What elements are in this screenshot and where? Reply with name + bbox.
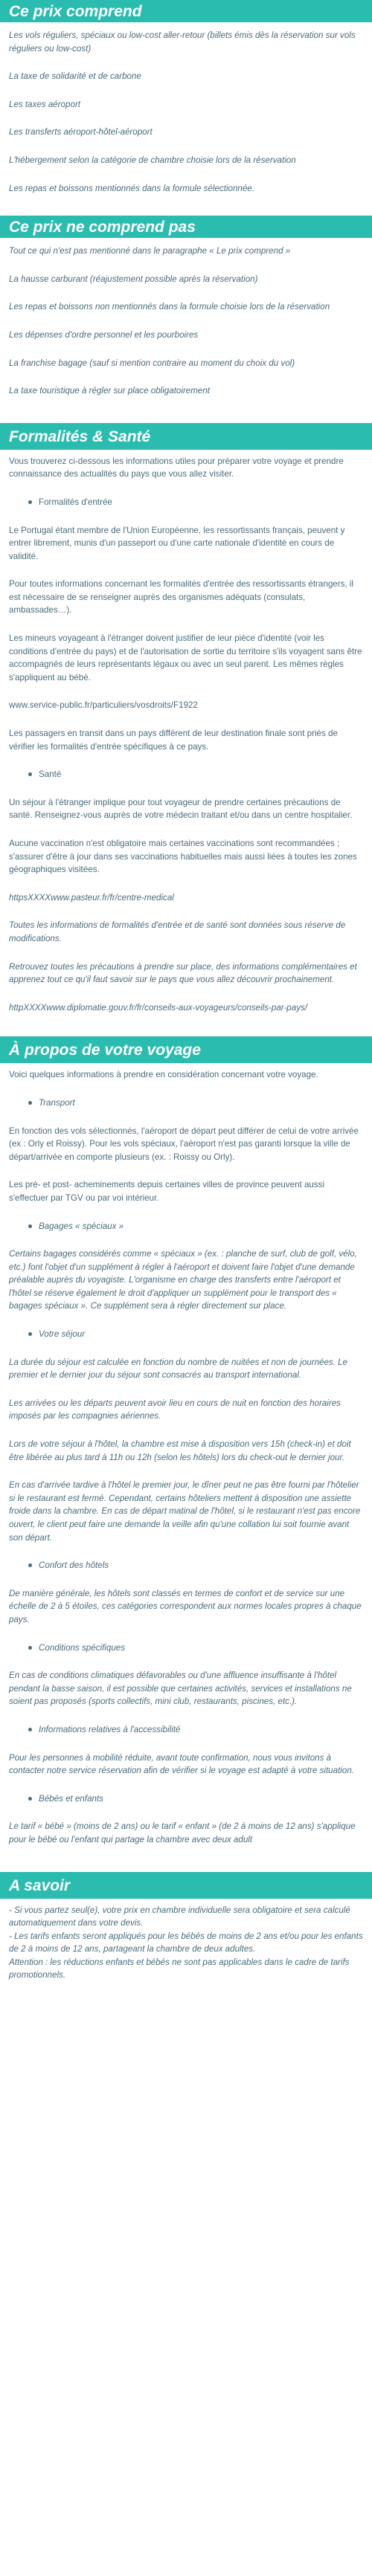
paragraph: De manière générale, les hôtels sont classés en termes de confort et de service sur une échelle de 2 à 5 étoiles, ces catégories correspondent aux normes locales propres à chaque pays. bbox=[9, 1588, 362, 1624]
paragraph: Les pré- et post- acheminements depuis certaines villes de province peuvent aussi s'effectuer par TGV ou par voi intérieur. bbox=[9, 1180, 325, 1203]
paragraph: Le tarif « bébé » (moins de 2 ans) ou le tarif « enfant » (de 2 à moins de 12 ans) s'applique pour le bébé ou l'enfant qui partage la chambre avec deux adult bbox=[9, 1821, 356, 1844]
info-line: Attention : les réductions enfants et bébés ne sont pas applicables dans le cadre de tarifs promotionnels. bbox=[9, 1957, 350, 1981]
list-item: Les transferts aéroport-hôtel-aéroport bbox=[9, 127, 153, 138]
bullet-hotel-comfort: Confort des hôtels bbox=[9, 1559, 363, 1572]
section-good-to-know bbox=[0, 1872, 372, 1983]
bullet-special-luggage: Bagages « spéciaux » bbox=[9, 1220, 363, 1233]
section-price-includes bbox=[0, 0, 372, 195]
paragraph: En cas de conditions climatiques défavorables ou d'une affluence insuffisante à l'hôtel pendant la basse saison, il est possible que certaines activités, services et installations ne soient pas proposés (sports collectifs, mini club, restaurants, piscines, etc.). bbox=[9, 1670, 352, 1707]
section-header: À propos de votre voyage bbox=[0, 1036, 372, 1063]
section-header: A savoir bbox=[0, 1872, 372, 1899]
paragraph: Les mineurs voyageant à l'étranger doivent justifier de leur pièce d'identité (voir les conditions d'entrée du pays) et de l'autorisation de sortie du territoire s'ils voyagent sans être accompagnés de leurs représentants légaux ou avec un seul parent. Les mêmes règles s'appliquent au bébé. bbox=[9, 633, 362, 682]
list-item: L'hébergement selon la catégorie de chambre choisie lors de la réservation bbox=[9, 155, 296, 165]
bullet-transport: Transport bbox=[9, 1097, 363, 1110]
pasteur-link: httpsXXXXwww.pasteur.fr/fr/centre-medical bbox=[9, 892, 174, 903]
section-about-trip bbox=[0, 1036, 372, 1846]
paragraph: Les passagers en transit dans un pays différent de leur destination finale sont priés de vérifier les formalités d'entrée spécifiques à ce pays. bbox=[9, 729, 338, 752]
paragraph: Le Portugal étant membre de l'Union Européenne, les ressortissants français, peuvent y entrer librement, munis d'un passeport ou d'une carte nationale d'identité en cours de validité. bbox=[9, 525, 345, 561]
bullet-your-stay: Votre séjour bbox=[9, 1328, 363, 1341]
paragraph: Les arrivées ou les départs peuvent avoir lieu en cours de nuit en fonction des horaires imposés par les compagnies aériennes. bbox=[9, 1398, 341, 1421]
list-item: La franchise bagage (sauf si mention contraire au moment du choix du vol) bbox=[9, 358, 295, 368]
section-header: Formalités & Santé bbox=[0, 423, 372, 450]
paragraph: Aucune vaccination n'est obligatoire mais certaines vaccinations sont recommandées ; s'assurer d'être à jour dans ses vaccinations habituelles mais aussi liées à toutes les zones géographiques visitées. bbox=[9, 839, 357, 875]
paragraph: En fonction des vols sélectionnés, l'aéroport de départ peut différer de celui de votre arrivée (ex : Orly et Roissy). Pour les vols spéciaux, l'aéroport n'est pas garanti lorsque la ville de départ/arrivée en comporte plusieurs (ex. : Roissy ou Orly). bbox=[9, 1126, 359, 1162]
bullet-accessibility: Informations relatives à l'accessibilité bbox=[9, 1723, 363, 1737]
paragraph: En cas d'arrivée tardive à l'hôtel le premier jour, le dîner peut ne pas être fourni par l'hôtelier si le restaurant est fermé. Cependant, certains hôteliers mettent à disposition une assiette froide dans la chambre. En cas de départ matinal de l'hôtel, si le restaurant n'est pas encore ouvert, le client peut faire une demande la veille afin qu'une collation lui soit fournie avant son départ. bbox=[9, 1480, 361, 1543]
paragraph: Un séjour à l'étranger implique pour tout voyageur de prendre certaines précautions de santé. Renseignez-vous auprès de votre médecin traitant et/ou dans un centre hospitalier. bbox=[9, 797, 353, 821]
info-line: - Si vous partez seul(e), votre prix en chambre individuelle sera obligatoire et sera calculé automatiquement dans votre devis. bbox=[9, 1905, 350, 1928]
list-item: Les repas et boissons mentionnés dans la formule sélectionnée. bbox=[9, 183, 254, 193]
list-item: Tout ce qui n'est pas mentionné dans le paragraphe « Le prix comprend » bbox=[9, 246, 291, 256]
list-item: La taxe touristique à régler sur place obligatoirement bbox=[9, 386, 211, 396]
section-header: Ce prix ne comprend pas bbox=[0, 216, 372, 238]
paragraph: Certains bagages considérés comme « spéciaux » (ex. : planche de surf, club de golf, vélo, etc.) font l'objet d'un supplément à régler à l'aéroport et doivent faire l'objet d'une demande préalable auprès du voyagiste. L'organisme en charge des transferts entre l'aéroport et l'hôtel se réserve également le droit d'appliquer un supplément pour le transport des « bagages spéciaux ». Ce supplément sera à régler directement sur place. bbox=[9, 1249, 357, 1311]
bullet-babies-children: Bébés et enfants bbox=[9, 1792, 363, 1806]
info-line: - Les tarifs enfants seront appliqués pour les bébés de moins de 2 ans et/ou pour les enfants de 2 à moins de 12 ans, partageant la chambre de deux adultes. bbox=[9, 1931, 363, 1954]
section-price-excludes bbox=[0, 216, 372, 398]
list-item: Les vols réguliers, spéciaux ou low-cost aller-retour (billets émis dès la réservation sur vols réguliers ou low-cost) bbox=[9, 30, 356, 54]
list-item: Les repas et boissons non mentionnés dans la formule choisie lors de la réservation bbox=[9, 302, 330, 312]
list-item: Les taxes aéroport bbox=[9, 99, 81, 109]
bullet-specific-conditions: Conditions spécifiques bbox=[9, 1642, 363, 1655]
paragraph: Lors de votre séjour à l'hôtel, la chambre est mise à disposition vers 15h (check-in) et doit être libérée au plus tard à 11h ou 12h (selon les hôtels) lors du check-out le dernier jour. bbox=[9, 1439, 351, 1462]
bullet-entry-formalities: Formalités d'entrée bbox=[9, 496, 363, 509]
list-item: La hausse carburant (réajustement possible après la réservation) bbox=[9, 274, 258, 284]
intro-text: Vous trouverez ci-dessous les informations utiles pour préparer votre voyage et prendre connaissance des actualités du pays que vous allez visiter. bbox=[9, 456, 344, 480]
list-item: La taxe de solidarité et de carbone bbox=[9, 71, 141, 82]
list-item: Les dépenses d'ordre personnel et les pourboires bbox=[9, 329, 199, 340]
paragraph: Pour toutes informations concernant les formalités d'entrée des ressortissants étrangers, il est nécessaire de se renseigner auprès des organismes adéquats (consulats, ambassades…). bbox=[9, 579, 353, 616]
bullet-health: Santé bbox=[9, 768, 363, 781]
intro-text: Voici quelques informations à prendre en considération concernant votre voyage. bbox=[9, 1070, 318, 1080]
diplomatie-link: httpXXXXwww.diplomatie.gouv.fr/fr/conseils-aux-voyageurs/conseils-par-pays/ bbox=[9, 1002, 308, 1013]
paragraph: Retrouvez toutes les précautions à prendre sur place, des informations complémentaires et apprenez tout ce qu'il faut savoir sur le pays que vous allez découvrir prochainement. bbox=[9, 961, 357, 985]
service-public-link: www.service-public.fr/particuliers/vosdroits/F1922 bbox=[9, 700, 198, 711]
section-formalities-health bbox=[0, 423, 372, 1015]
paragraph: La durée du séjour est calculée en fonction du nombre de nuitées et non de journées. Le premier et le dernier jour du séjour sont consacrés au transport international. bbox=[9, 1357, 348, 1381]
paragraph: Toutes les informations de formalités d'entrée et de santé sont données sous réserve de modifications. bbox=[9, 920, 346, 943]
section-header: Ce prix comprend bbox=[0, 0, 372, 22]
paragraph: Pour les personnes à mobilité réduite, avant toute confirmation, nous vous invitons à contacter notre service réservation afin de vérifier si le voyage est adapté à votre situation. bbox=[9, 1752, 354, 1776]
